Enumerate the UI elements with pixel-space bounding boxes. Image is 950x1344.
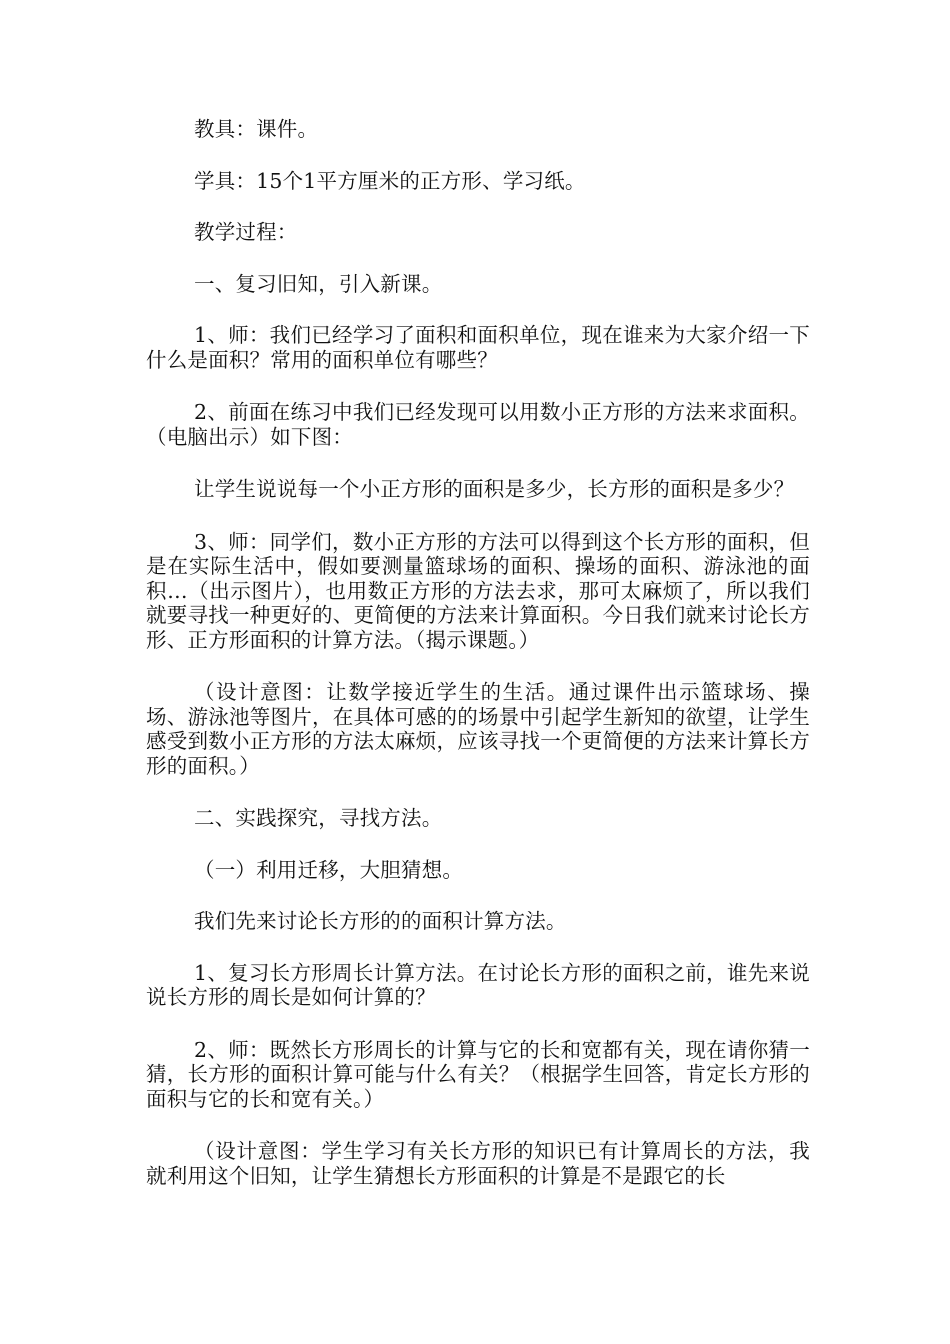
paragraph-teaching-aids: 教具：课件。: [194, 117, 319, 141]
subsection-heading-guess: （一）利用迁移，大胆猜想。: [194, 857, 464, 882]
paragraph-design-intent-2: （设计意图：学生学习有关长方形的知识已有计算周长的方法，我就利用这个旧知，让学生猜想长方形面积的计算是不是跟它的长: [146, 1139, 810, 1188]
paragraph-step-2: 2、前面在练习中我们已经发现可以用数小正方形的方法来求面积。（电脑出示）如下图：: [146, 400, 810, 449]
paragraph-review-perimeter: 1、复习长方形周长计算方法。在讨论长方形的面积之前，谁先来说说长方形的周长是如何计算的？: [146, 960, 810, 1009]
document-body: [146, 117, 810, 1188]
paragraph-student-question: 让学生说说每一个小正方形的面积是多少，长方形的面积是多少？: [194, 477, 795, 501]
section-heading-practice: 二、实践探究，寻找方法。: [194, 806, 443, 830]
paragraph-learning-aids: 学具：15个1平方厘米的正方形、学习纸。: [194, 168, 586, 193]
paragraph-discussion-intro: 我们先来讨论长方形的的面积计算方法。: [194, 909, 567, 933]
paragraph-guess-area: 2、师：既然长方形周长的计算与它的长和宽都有关，现在请你猜一猜，长方形的面积计算可能与什么有关？（根据学生回答，肯定长方形的面积与它的长和宽有关。）: [146, 1037, 810, 1111]
paragraph-step-1: 1、师：我们已经学习了面积和面积单位，现在谁来为大家介绍一下什么是面积？常用的面积单位有哪些？: [146, 323, 810, 372]
paragraph-process-heading: 教学过程：: [194, 220, 298, 244]
section-heading-review: 一、复习旧知，引入新课。: [194, 271, 443, 296]
paragraph-design-intent-1: （设计意图：让数学接近学生的生活。通过课件出示篮球场、操场、游泳池等图片，在具体可感的的场景中引起学生新知的欲望，让学生感受到数小正方形的方法太麻烦，应该寻找一个更简便的方法来计算长方形的面积。）: [146, 680, 810, 778]
paragraph-step-3: 3、师：同学们，数小正方形的方法可以得到这个长方形的面积，但是在实际生活中，假如要测量篮球场的面积、操场的面积、游泳池的面积…（出示图片），也用数正方形的方法去求，那可太麻烦了，所以我们就要寻找一种更好的、更简便的方法来计算面积。今日我们就来讨论长方形、正方形面积的计算方法。（揭示课题。）: [146, 529, 810, 652]
